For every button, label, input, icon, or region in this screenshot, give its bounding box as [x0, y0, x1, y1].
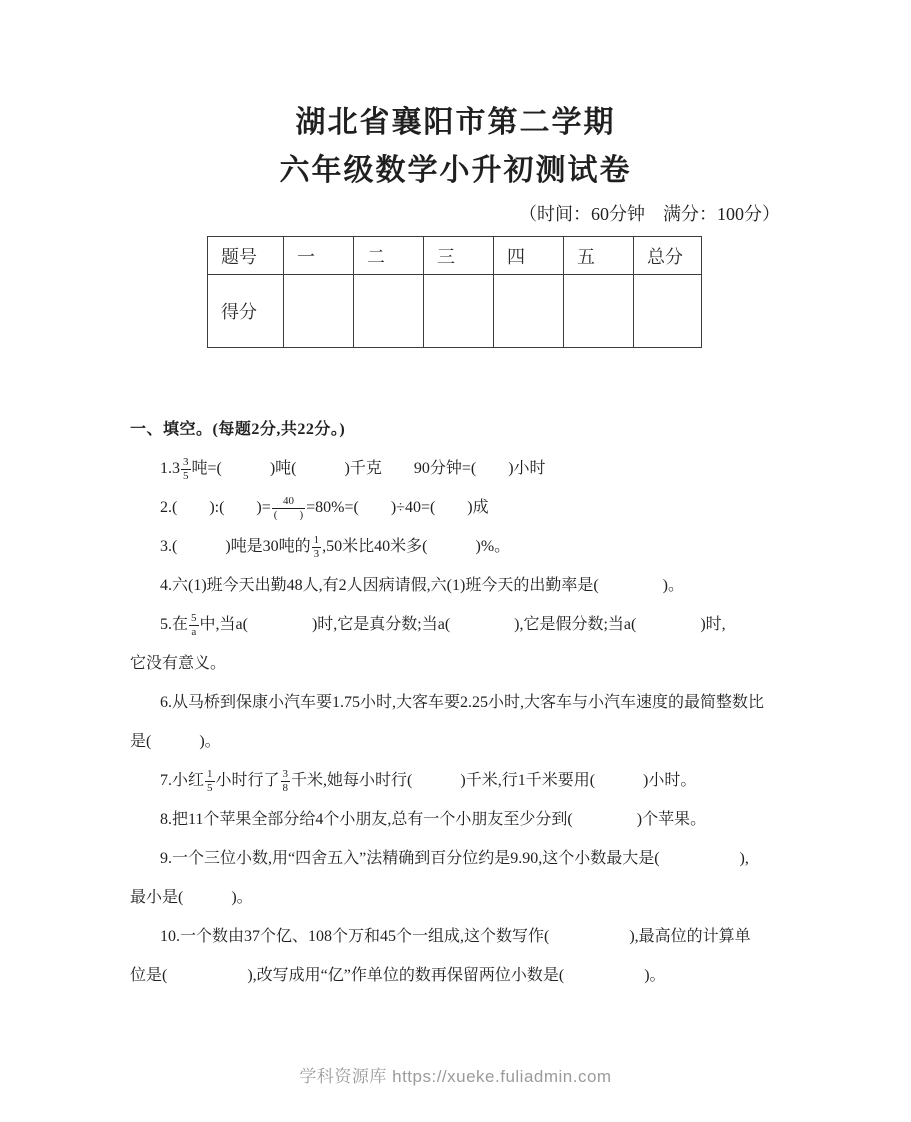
question-2	[130, 488, 814, 527]
numerator: 3	[183, 455, 189, 468]
q5-number: 5.	[160, 616, 172, 633]
numerator: 3	[282, 767, 289, 780]
question-9-continued: 最小是( )。	[130, 889, 253, 906]
question-5	[130, 605, 814, 644]
paper-time-score-info: （时间：60分钟 满分：100分）	[519, 204, 780, 224]
numerator: 40	[272, 495, 305, 509]
q10-text: 一个数由37个亿、108个万和45个一组成,这个数写作( ),最高位的计算单	[180, 928, 751, 945]
question-7	[130, 761, 814, 800]
q6-number: 6.	[160, 694, 172, 711]
score-table-col-total: 总分	[634, 237, 702, 275]
score-cell-total	[634, 275, 702, 348]
q1-fraction	[181, 456, 191, 483]
score-table-col-3: 三	[424, 237, 494, 275]
q6-text: 从马桥到保康小汽车要1.75小时,大客车要2.25小时,大客车与小汽车速度的最简整数比	[172, 694, 765, 711]
score-table-row-label: 得分	[208, 275, 284, 348]
q10-number: 10.	[160, 928, 180, 945]
q1-number: 1.	[160, 460, 172, 477]
q3-text-2: ,50米比40米多( )%。	[322, 538, 511, 555]
denominator: 8	[282, 781, 289, 794]
score-table-header-label: 题号	[208, 237, 284, 275]
score-table-col-1: 一	[284, 237, 354, 275]
q5-fraction	[189, 612, 199, 639]
score-table-header-row	[208, 237, 702, 275]
q5-text-2: 中,当a( )时,它是真分数;当a( ),它是假分数;当a( )时,	[199, 616, 726, 633]
score-cell-1	[284, 275, 354, 348]
q7-number: 7.	[160, 772, 172, 789]
score-table-col-4: 四	[494, 237, 564, 275]
q7-text-3: 千米,她每小时行( )千米,行1千米要用( )小时。	[291, 772, 697, 789]
score-cell-4	[494, 275, 564, 348]
numerator: 5	[191, 611, 197, 624]
q4-text: 六(1)班今天出勤48人,有2人因病请假,六(1)班今天的出勤率是( )。	[172, 577, 684, 594]
section1-heading: 一、填空。(每题2分,共22分。)	[130, 421, 346, 438]
paper-title-block	[0, 0, 911, 190]
q1-text: 吨=( )吨( )千克 90分钟=( )小时	[191, 460, 546, 477]
q1-whole-number: 3	[172, 460, 180, 477]
q5-text-1: 在	[172, 616, 189, 633]
score-cell-3	[424, 275, 494, 348]
numerator: 1	[207, 767, 213, 780]
score-cell-5	[564, 275, 634, 348]
score-table	[207, 236, 702, 348]
question-9	[130, 839, 814, 878]
q2-fraction	[272, 495, 305, 522]
q4-number: 4.	[160, 577, 172, 594]
q7-text-2: 小时行了	[215, 772, 280, 789]
question-10-continued: 位是( ),改写成用“亿”作单位的数再保留两位小数是( )。	[130, 967, 666, 984]
question-1	[130, 449, 814, 488]
denominator: ( )	[273, 508, 304, 521]
q9-number: 9.	[160, 850, 172, 867]
question-10	[130, 917, 814, 956]
denominator: a	[191, 625, 197, 638]
q3-number: 3.	[160, 538, 172, 555]
paper-title-line2: 六年级数学小升初测试卷	[279, 154, 632, 187]
question-6-continued: 是( )。	[130, 733, 221, 750]
numerator: 1	[313, 533, 320, 546]
score-cell-2	[354, 275, 424, 348]
denominator: 3	[313, 547, 320, 560]
score-table-col-5: 五	[564, 237, 634, 275]
denominator: 5	[207, 781, 213, 794]
fill-in-blank-section	[130, 410, 814, 995]
q8-text: 把11个苹果全部分给4个小朋友,总有一个小朋友至少分到( )个苹果。	[172, 811, 707, 828]
q3-fraction	[312, 534, 322, 561]
question-4	[130, 566, 814, 605]
q7-fraction-1	[205, 768, 215, 795]
q2-text-2: =80%=( )÷40=( )成	[306, 499, 489, 516]
q2-number: 2.	[160, 499, 172, 516]
question-3	[130, 527, 814, 566]
question-6	[130, 683, 814, 722]
paper-title-line1: 湖北省襄阳市第二学期	[295, 106, 616, 139]
q9-text: 一个三位小数,用“四舍五入”法精确到百分位约是9.90,这个小数最大是( ),	[172, 850, 749, 867]
question-5-continued: 它没有意义。	[130, 655, 227, 672]
footer-watermark: 学科资源库 https://xueke.fuliadmin.com	[299, 1067, 612, 1086]
q8-number: 8.	[160, 811, 172, 828]
q2-text-1: ( ):( )=	[172, 499, 271, 516]
score-table-col-2: 二	[354, 237, 424, 275]
question-8	[130, 800, 814, 839]
denominator: 5	[183, 469, 189, 482]
q3-text-1: ( )吨是30吨的	[172, 538, 311, 555]
q7-fraction-2	[281, 768, 291, 795]
q7-text-1: 小红	[172, 772, 205, 789]
score-table-score-row	[208, 275, 702, 348]
